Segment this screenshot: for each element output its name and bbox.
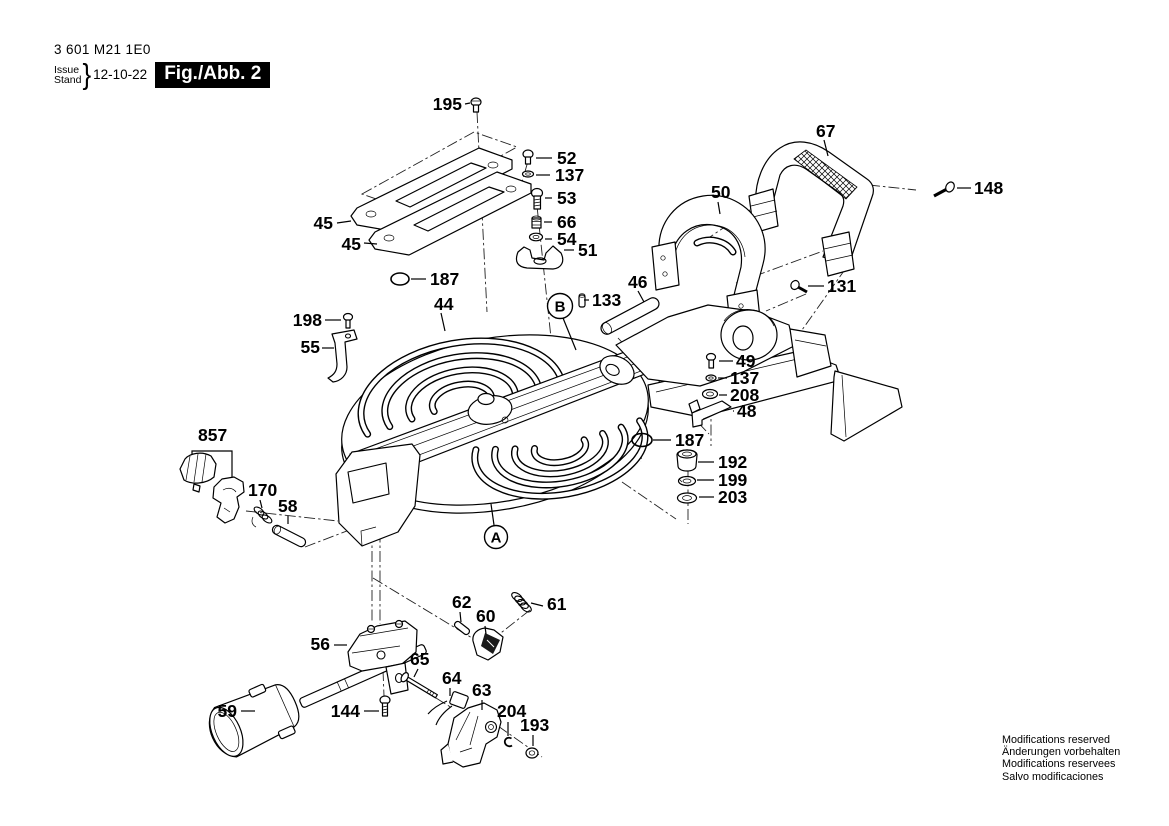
spring-170-part xyxy=(252,505,273,527)
base-turntable-part xyxy=(328,305,902,546)
screw-144-part xyxy=(380,696,390,716)
callout-195: 195 xyxy=(432,94,462,114)
brace-glyph: } xyxy=(82,57,92,91)
callout-65: 65 xyxy=(410,649,430,669)
callout-52: 52 xyxy=(557,148,577,168)
screw-131-part xyxy=(789,279,807,292)
callout-144: 144 xyxy=(330,701,360,721)
marker-b-label: B xyxy=(554,298,566,316)
callout-199: 199 xyxy=(718,470,748,490)
callout-46: 46 xyxy=(628,272,648,292)
modifications-note xyxy=(1002,734,1120,783)
callout-44: 44 xyxy=(434,294,454,314)
callout-192: 192 xyxy=(718,452,748,472)
carry-handle-part xyxy=(749,142,873,276)
callout-137-top: 137 xyxy=(555,165,585,185)
screw-148-part xyxy=(934,181,956,196)
callout-61: 61 xyxy=(547,594,567,614)
callout-50: 50 xyxy=(711,182,731,202)
screw-195-part xyxy=(471,98,481,112)
callout-203: 203 xyxy=(718,487,748,507)
callout-137-right: 137 xyxy=(730,368,760,388)
callout-49: 49 xyxy=(736,351,756,371)
callout-187-left: 187 xyxy=(430,269,460,289)
callout-204: 204 xyxy=(497,701,527,721)
cam-60-part xyxy=(473,628,503,660)
note-line-es: Salvo modificaciones xyxy=(1002,770,1104,783)
stand-label: Stand xyxy=(54,73,82,86)
callout-64: 64 xyxy=(442,668,462,688)
callout-133: 133 xyxy=(592,290,622,310)
callout-53: 53 xyxy=(557,188,577,208)
callout-67: 67 xyxy=(816,121,836,141)
bracket-63-part xyxy=(441,703,501,767)
issue-label: Issue xyxy=(54,63,80,76)
callout-45-lower: 45 xyxy=(341,234,361,254)
callout-131: 131 xyxy=(827,276,857,296)
nut-stack-part xyxy=(677,450,697,503)
arm-end-wedge xyxy=(831,371,902,441)
callout-51: 51 xyxy=(578,240,598,260)
note-line-en: Modifications reserved xyxy=(1002,734,1111,746)
note-line-fr: Modifications reservees xyxy=(1002,758,1116,771)
latch-857-group xyxy=(180,451,244,523)
washer-204-part xyxy=(505,738,512,747)
o-ring-187-left xyxy=(391,273,409,285)
note-line-de: Änderungen vorbehalten xyxy=(1002,746,1121,759)
callout-45-upper: 45 xyxy=(313,213,333,233)
pin-58-part xyxy=(271,524,307,548)
callout-857: 857 xyxy=(198,425,228,445)
callout-198: 198 xyxy=(292,310,322,330)
callout-170: 170 xyxy=(248,480,278,500)
issue-date: 12-10-22 xyxy=(93,67,148,82)
slide-plates-part xyxy=(351,148,531,255)
callout-60: 60 xyxy=(476,606,496,626)
front-extension xyxy=(336,444,420,546)
callout-55: 55 xyxy=(300,337,320,357)
callout-56: 56 xyxy=(310,634,330,654)
marker-a-label: A xyxy=(490,529,502,547)
callout-59: 59 xyxy=(217,701,237,721)
callout-62: 62 xyxy=(452,592,472,612)
callout-148: 148 xyxy=(974,178,1004,198)
callout-208: 208 xyxy=(730,385,760,405)
callout-187-right: 187 xyxy=(675,430,705,450)
callout-193: 193 xyxy=(520,715,550,735)
callout-48: 48 xyxy=(737,401,757,421)
callout-66: 66 xyxy=(557,212,577,232)
pin-62-part xyxy=(453,620,470,636)
type-number: 3 601 M21 1E0 xyxy=(54,42,151,57)
callout-54: 54 xyxy=(557,229,577,249)
figure-label: Fig./Abb. 2 xyxy=(155,62,270,88)
callout-58: 58 xyxy=(278,496,298,516)
nut-193-part xyxy=(526,748,538,758)
callout-63: 63 xyxy=(472,680,492,700)
